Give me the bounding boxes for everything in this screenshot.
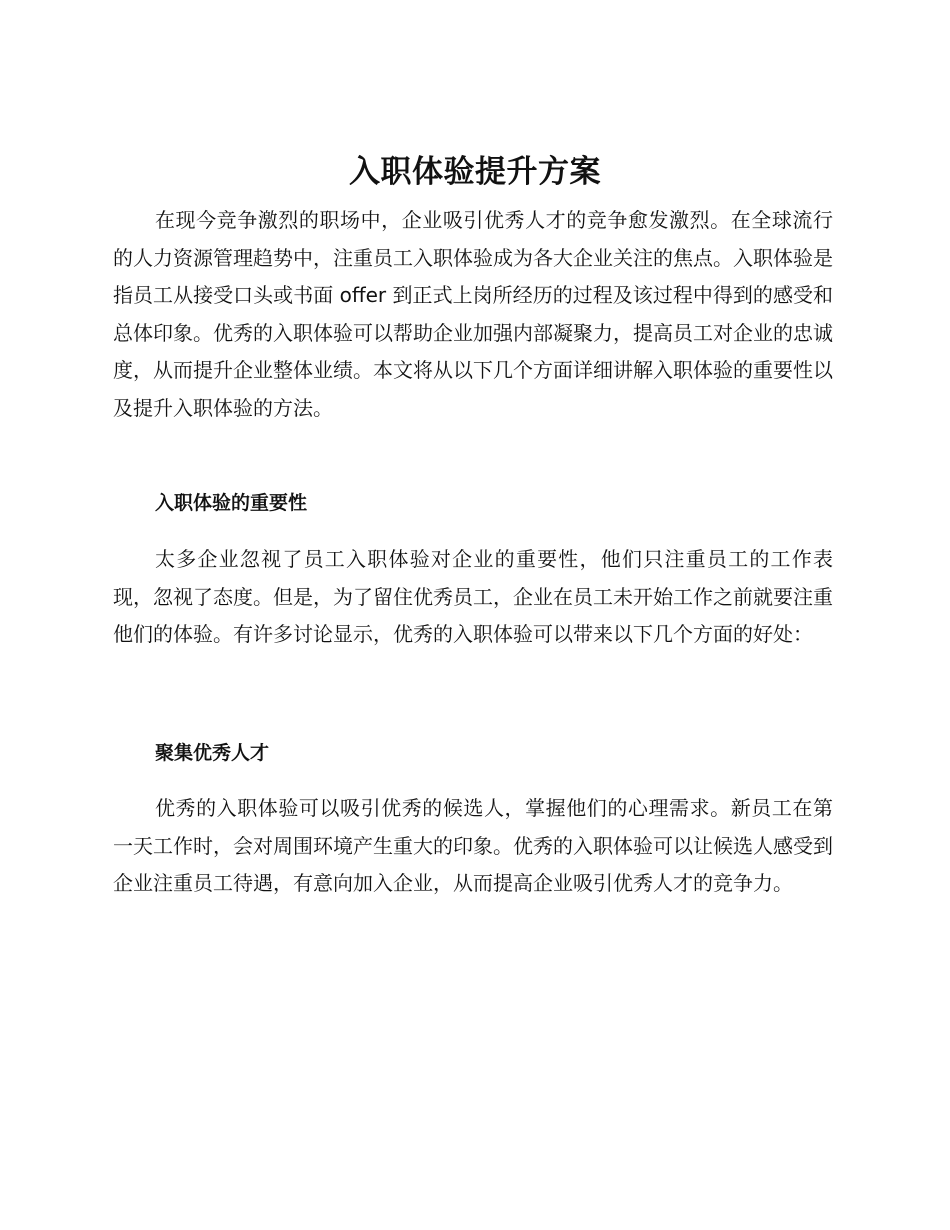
intro-paragraph: 在现今竞争激烈的职场中，企业吸引优秀人才的竞争愈发激烈。在全球流行的人力资源管理趋势中，注重员工入职体验成为各大企业关注的焦点。入职体验是指员工从接受口头或书面 offer 到正式上岗所经历的过程及该过程中得到的感受和总体印象。优秀的入职体验可以帮助企业加强内部凝聚力，提高员工对企业的忠诚度，从而提升企业整体业绩。本文将从以下几个方面详细讲解入职体验的重要性以及提升入职体验的方法。	[113, 208, 833, 420]
section-paragraph-importance: 太多企业忽视了员工入职体验对企业的重要性，他们只注重员工的工作表现，忽视了态度。但是，为了留住优秀员工，企业在员工未开始工作之前就要注重他们的体验。有许多讨论显示，优秀的入职体验可以带来以下几个方面的好处：	[113, 547, 833, 646]
section-heading-talent: 聚集优秀人才	[155, 742, 270, 764]
section-paragraph-talent: 优秀的入职体验可以吸引优秀的候选人，掌握他们的心理需求。新员工在第一天工作时，会对周围环境产生重大的印象。优秀的入职体验可以让候选人感受到企业注重员工待遇，有意向加入企业，从而提高企业吸引优秀人才的竞争力。	[113, 796, 833, 895]
section-heading-importance: 入职体验的重要性	[155, 492, 308, 514]
document-title: 入职体验提升方案	[349, 154, 601, 190]
